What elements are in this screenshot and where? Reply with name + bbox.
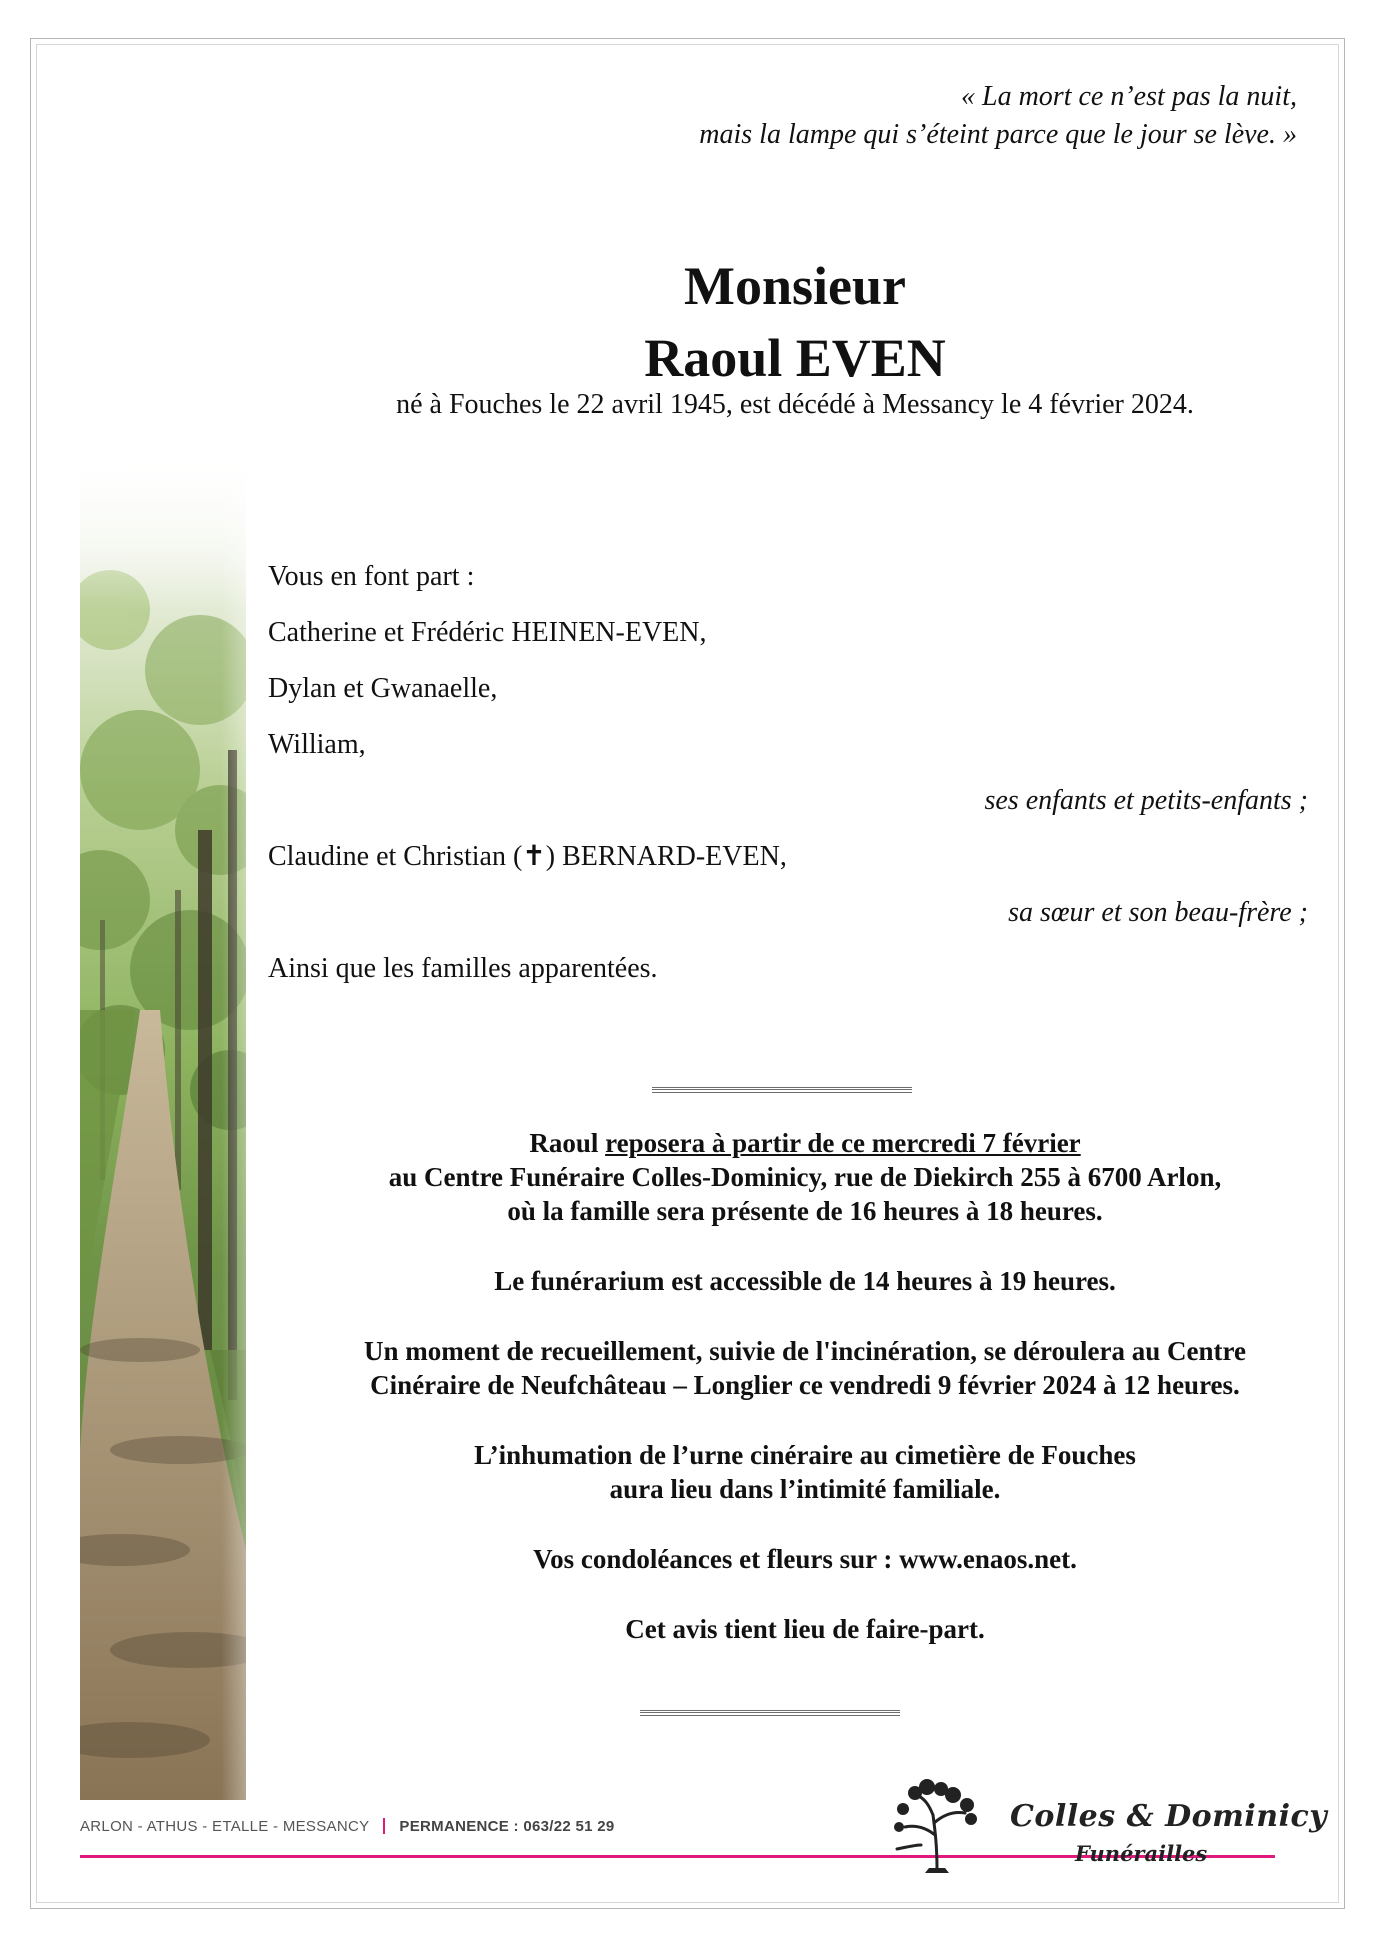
ceremony-p2: Le funérarium est accessible de 14 heures à 19 heures. — [494, 1266, 1116, 1296]
footer-permanence: PERMANENCE : 063/22 51 29 — [399, 1818, 615, 1835]
ceremony-block — [270, 1126, 1340, 1646]
footer-contact — [80, 1818, 615, 1835]
brand-sub-line-left — [1015, 1855, 1067, 1858]
relation-sister: sa sœur et son beau-frère ; — [1008, 897, 1308, 928]
ceremony-p5: Vos condoléances et fleurs sur : www.enaos.net. — [533, 1544, 1077, 1574]
brand-subtitle: Funérailles — [1075, 1841, 1208, 1866]
ceremony-p4-line2: aura lieu dans l’intimité familiale. — [609, 1474, 1001, 1504]
deceased-title: Monsieur — [684, 256, 906, 316]
relation-children: ses enfants et petits-enfants ; — [984, 785, 1308, 816]
separator-bottom — [640, 1710, 900, 1720]
deceased-name: Raoul EVEN — [644, 328, 946, 388]
birth-death-line: né à Fouches le 22 avril 1945, est décédé à Messancy le 4 février 2024. — [396, 389, 1194, 420]
separator-top — [652, 1087, 912, 1097]
footer-divider — [383, 1818, 385, 1834]
family-line-3: William, — [268, 729, 366, 760]
ceremony-p3-line1: Un moment de recueillement, suivie de l'incinération, se déroulera au Centre — [364, 1336, 1246, 1366]
ceremony-p1-line2: au Centre Funéraire Colles-Dominicy, rue de Diekirch 255 à 6700 Arlon, — [388, 1162, 1222, 1192]
brand-name: Colles & Dominicy — [1010, 1799, 1328, 1834]
tree-icon — [885, 1775, 995, 1875]
ceremony-p1-start: Raoul — [529, 1128, 606, 1158]
epigraph-quote — [397, 78, 1297, 154]
ceremony-p1-line3: où la famille sera présente de 16 heures à 18 heures. — [507, 1196, 1103, 1226]
quote-line-1: « La mort ce n’est pas la nuit, — [961, 81, 1297, 112]
ceremony-p1-underlined: reposera à partir de ce mercredi 7 février — [605, 1128, 1081, 1158]
ceremony-p4-line1: L’inhumation de l’urne cinéraire au cimetière de Fouches — [474, 1440, 1136, 1470]
family-line-1: Catherine et Frédéric HEINEN-EVEN, — [268, 617, 707, 648]
brand-sub-line-right — [1213, 1855, 1268, 1858]
ceremony-p1-line1 — [270, 1126, 1340, 1160]
quote-line-2: mais la lampe qui s’éteint parce que le jour se lève. » — [699, 119, 1297, 150]
footer-locations: ARLON - ATHUS - ETALLE - MESSANCY — [80, 1818, 370, 1835]
ceremony-p6: Cet avis tient lieu de faire-part. — [625, 1614, 985, 1644]
family-line-5: Ainsi que les familles apparentées. — [268, 953, 658, 984]
family-line-2: Dylan et Gwanaelle, — [268, 673, 498, 704]
family-line-4: Claudine et Christian (✝) BERNARD-EVEN, — [268, 841, 787, 872]
family-list — [268, 560, 1308, 1000]
ceremony-p3-line2: Cinéraire de Neufchâteau – Longlier ce vendredi 9 février 2024 à 12 heures. — [370, 1370, 1240, 1400]
family-intro: Vous en font part : — [268, 561, 475, 592]
forest-path-photo — [80, 450, 246, 1800]
brand-logo — [885, 1775, 1328, 1880]
